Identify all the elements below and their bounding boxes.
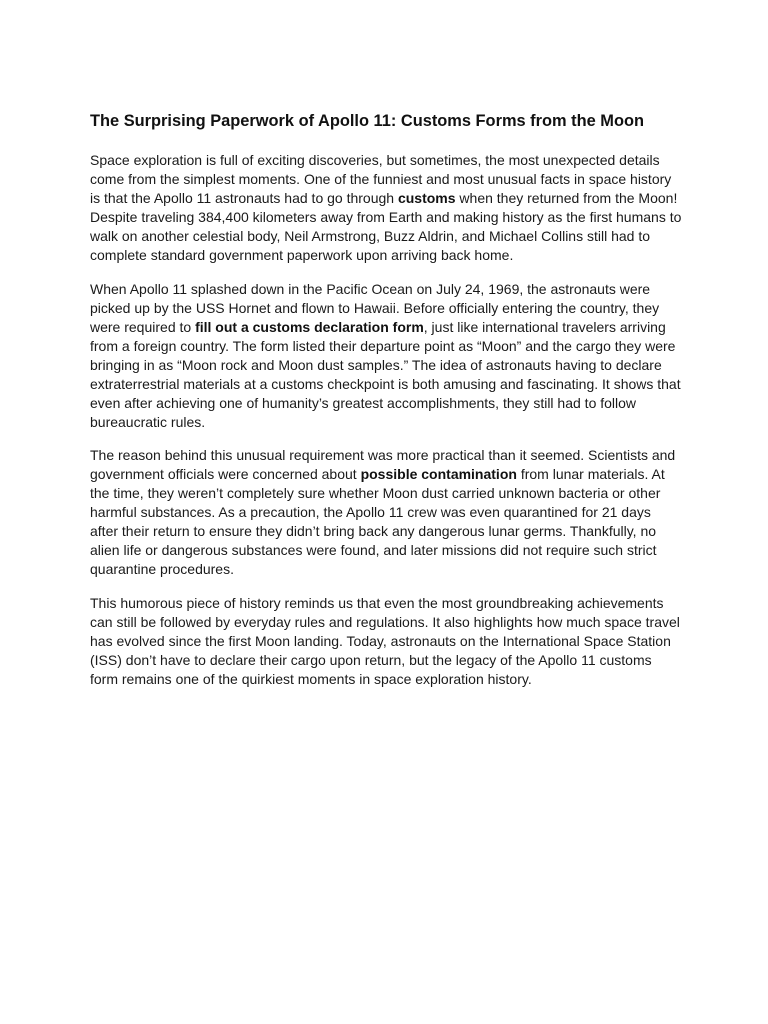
paragraph-customs-intro [90,151,682,265]
paragraph-text: from lunar materials. At the time, they weren’t completely sure whether Moon dust carried unknown bacteria or other harmful substances. As a precaution, the Apollo 11 crew was even quarantined for 21 days after their return to ensure they didn’t bring back any dangerous lunar germs. Thankfully, no alien life or dangerous substances were found, and later missions did not require such strict quarantine procedures. [90,466,665,577]
bold-phrase: customs [397,190,456,206]
document-title: The Surprising Paperwork of Apollo 11: Customs Forms from the Moon [90,112,644,130]
paragraph-declaration-form [90,280,682,432]
paragraph-contamination [90,446,682,579]
document-page [90,110,682,703]
paragraph-text: Space exploration is full of exciting discoveries, but sometimes, the most unexpected details come from the simplest moments. One of the funniest and most unusual facts in space history is that the Apollo 11 astronauts had to go through [90,152,672,206]
bold-phrase: fill out a customs declaration form [195,318,424,335]
paragraph-text: This humorous piece of history reminds us that even the most groundbreaking achievements can still be followed by everyday rules and regulations. It also highlights how much space travel has evolved since the first Moon landing. Today, astronauts on the International Space Station (ISS) don’t have to declare their cargo upon return, but the legacy of the Apollo 11 customs form remains one of the quirkiest moments in space exploration history. [90,594,680,687]
paragraph-text: The reason behind this unusual requirement was more practical than it seemed. Scientists and government officials were concerned about [90,447,676,482]
paragraph-text: When Apollo 11 splashed down in the Pacific Ocean on July 24, 1969, the astronauts were picked up by the USS Hornet and flown to Hawaii. Before officially entering the country, they were required to [90,280,660,335]
paragraph-text: when they returned from the Moon! Despite traveling 384,400 kilometers away from Earth and making history as the first humans to walk on another celestial body, Neil Armstrong, Buzz Aldrin, and Michael Collins still had to complete standard government paperwork upon arriving back home. [90,190,682,263]
bold-phrase: possible contamination [360,466,517,482]
paragraph-text: , just like international travelers arriving from a foreign country. The form listed their departure point as “Moon” and the cargo they were bringing in as “Moon rock and Moon dust samples.” The idea of astronauts having to declare extraterrestrial materials at a customs checkpoint is both amusing and fascinating. It shows that even after achieving one of humanity’s greatest accomplishments, they still had to follow bureaucratic rules. [90,318,681,430]
paragraph-legacy [90,594,682,689]
